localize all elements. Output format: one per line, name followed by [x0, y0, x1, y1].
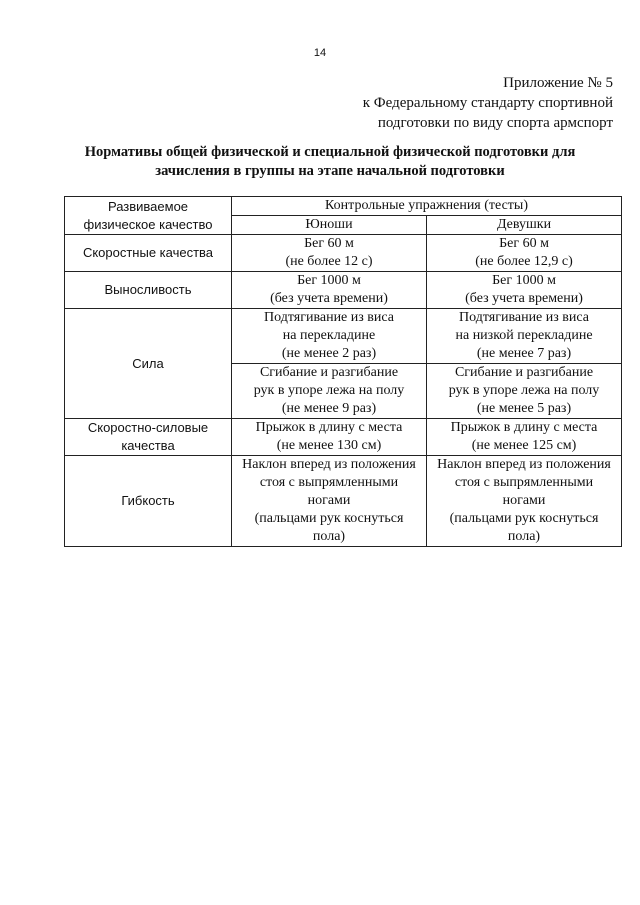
table-header-row: [65, 197, 622, 216]
girls-norm-cell: [427, 364, 622, 419]
cell-line: Бег 1000 м: [492, 273, 556, 288]
cell-line: стоя с выпрямленными: [454, 475, 594, 490]
quality-cell: [65, 456, 232, 547]
cell-line: Выносливость: [104, 282, 192, 297]
header-physical-quality: [65, 197, 232, 235]
cell-line: Сгибание и разгибание: [454, 365, 594, 380]
cell-line: (не менее 2 раз): [281, 346, 377, 361]
cell-line: Подтягивание из виса: [459, 310, 589, 325]
cell-line: пола): [312, 529, 346, 544]
page-number: 14: [313, 47, 327, 59]
cell-line: (не более 12 с): [285, 254, 373, 269]
cell-line: рук в упоре лежа на полу: [448, 383, 600, 398]
table-row: [65, 235, 622, 272]
appendix-line-1: Приложение № 5: [503, 75, 613, 91]
cell-line: (не менее 9 раз): [281, 401, 377, 416]
cell-line: (пальцами рук коснуться: [254, 511, 404, 526]
cell-line: Прыжок в длину с места: [450, 420, 598, 435]
header-control-tests: Контрольные упражнения (тесты): [232, 197, 622, 216]
appendix-line-3: подготовки по виду спорта армспорт: [377, 115, 613, 131]
boys-norm-cell: [232, 364, 427, 419]
quality-cell: [65, 419, 232, 456]
cell-line: (пальцами рук коснуться: [449, 511, 599, 526]
cell-line: Скоростно-силовые: [87, 420, 209, 435]
cell-line: пола): [507, 529, 541, 544]
appendix-reference: [313, 73, 613, 133]
cell-line: рук в упоре лежа на полу: [253, 383, 405, 398]
cell-line: Гибкость: [121, 493, 175, 508]
appendix-line-2: к Федеральному стандарту спортивной: [362, 95, 613, 111]
quality-cell: [65, 272, 232, 309]
cell-line: Бег 1000 м: [297, 273, 361, 288]
quality-cell: [65, 235, 232, 272]
cell-line: Сила: [132, 355, 164, 371]
girls-norm-cell: [427, 272, 622, 309]
header-girls: Девушки: [427, 216, 622, 235]
boys-norm-cell: [232, 456, 427, 547]
boys-norm-cell: [232, 419, 427, 456]
girls-norm-cell: [427, 235, 622, 272]
girls-norm-cell: [427, 456, 622, 547]
table-row: [65, 419, 622, 456]
cell-line: (не менее 130 см): [276, 438, 382, 453]
header-quality-line-1: Развиваемое: [107, 198, 189, 214]
girls-norm-cell: [427, 309, 622, 364]
cell-line: на перекладине: [282, 328, 376, 343]
cell-line: Сгибание и разгибание: [259, 365, 399, 380]
cell-line: Подтягивание из виса: [264, 310, 394, 325]
cell-line: ногами: [307, 493, 351, 508]
cell-line: (не менее 125 см): [471, 438, 577, 453]
cell-line: качества: [121, 438, 175, 453]
cell-line: (без учета времени): [270, 291, 388, 306]
header-quality-line-2: физическое качество: [83, 216, 213, 232]
cell-line: Скоростные качества: [82, 245, 214, 260]
cell-line: (не менее 7 раз): [476, 346, 572, 361]
document-title: [60, 143, 600, 181]
cell-line: Наклон вперед из положения: [242, 457, 416, 472]
table-row: [65, 456, 622, 547]
girls-norm-cell: [427, 419, 622, 456]
cell-line: на низкой перекладине: [455, 328, 593, 343]
cell-line: ногами: [502, 493, 546, 508]
table-row: [65, 272, 622, 309]
cell-line: стоя с выпрямленными: [259, 475, 399, 490]
boys-norm-cell: [232, 235, 427, 272]
boys-norm-cell: [232, 272, 427, 309]
standards-table: [64, 196, 622, 547]
cell-line: Наклон вперед из положения: [437, 457, 611, 472]
table-row: [65, 309, 622, 364]
cell-line: Прыжок в длину с места: [255, 420, 403, 435]
title-line-1: Нормативы общей физической и специальной физической подготовки для: [84, 144, 576, 160]
boys-norm-cell: [232, 309, 427, 364]
cell-line: Бег 60 м: [304, 236, 354, 251]
header-boys: Юноши: [232, 216, 427, 235]
cell-line: (не менее 5 раз): [476, 401, 572, 416]
cell-line: (без учета времени): [465, 291, 583, 306]
quality-cell: [65, 309, 232, 419]
cell-line: (не более 12,9 с): [475, 254, 573, 269]
title-line-2: зачисления в группы на этапе начальной подготовки: [155, 163, 505, 179]
cell-line: Бег 60 м: [499, 236, 549, 251]
